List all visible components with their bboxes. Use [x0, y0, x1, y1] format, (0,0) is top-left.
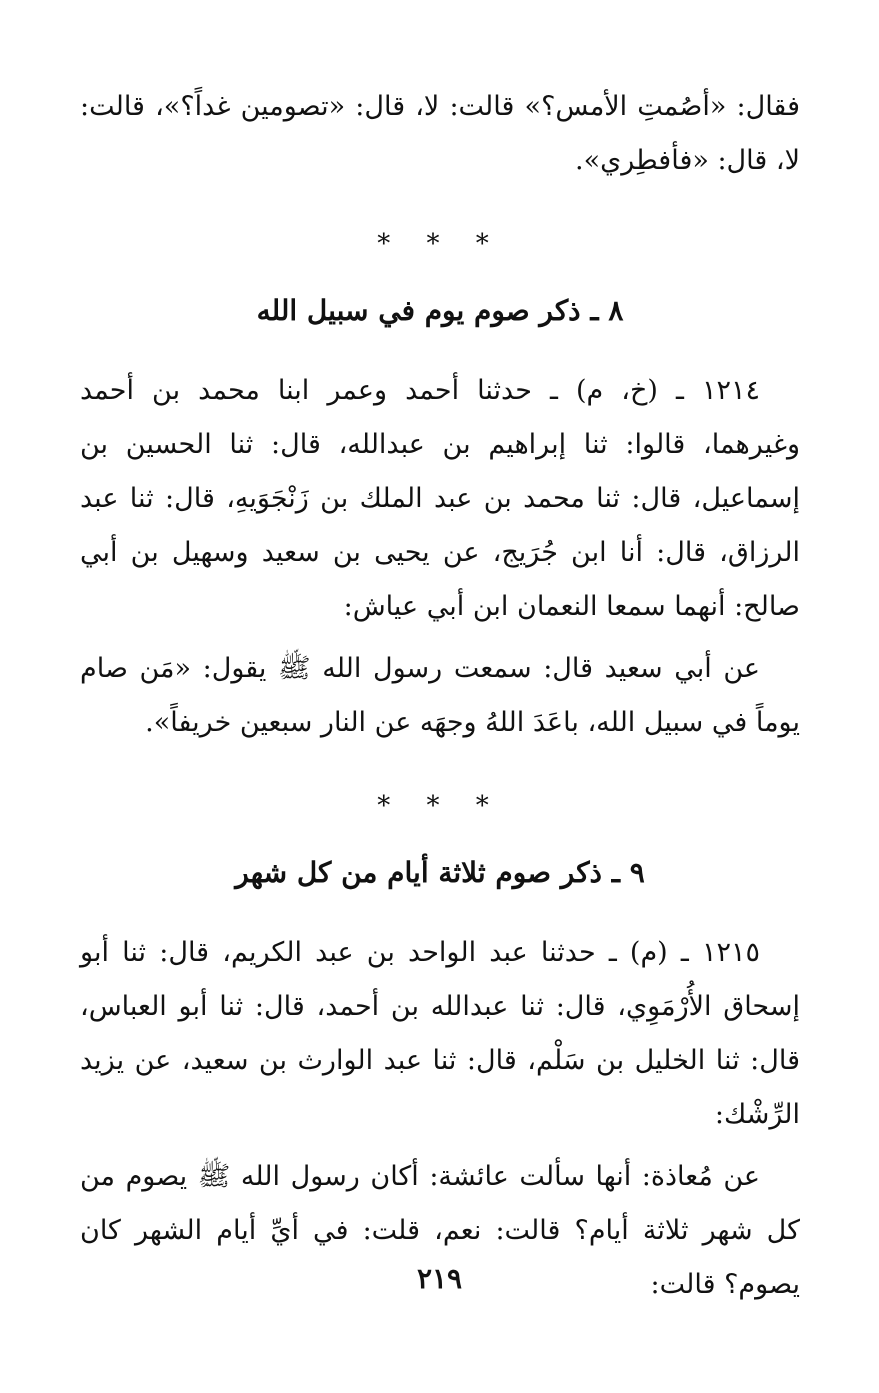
section-8-matn: عن أبي سعيد قال: سمعت رسول الله ﷺ يقول: «مَن صام يوماً في سبيل الله، باعَدَ اللهُ وجهَه عن النار سبعين خريفاً». [80, 653, 800, 738]
section-8-heading: ٨ ـ ذكر صوم يوم في سبيل الله [256, 294, 624, 327]
opening-paragraph: فقال: «أصُمتِ الأمس؟» قالت: لا، قال: «تصومين غداً؟»، قالت: لا، قال: «فأفطِري». [80, 91, 800, 176]
section-8-isnad: ١٢١٤ ـ (خ، م) ـ حدثنا أحمد وعمر ابنا محمد بن أحمد وغيرهما، قالوا: ثنا إبراهيم بن عبدالله، قال: ثنا الحسين بن إسماعيل، قال: ثنا محمد بن عبد الملك بن زَنْجَوَيهِ، قال: ثنا عبد الرزاق، قال: أنا ابن جُرَيج، عن يحيى بن سعيد وسهيل بن أبي صالح: أنهما سمعا النعمان ابن أبي عياش: [80, 375, 800, 622]
section-separator: * * * [377, 791, 503, 821]
page-body [80, 80, 800, 1312]
section-9-heading: ٩ ـ ذكر صوم ثلاثة أيام من كل شهر [235, 856, 645, 889]
section-separator: * * * [377, 229, 503, 259]
section-9-isnad: ١٢١٥ ـ (م) ـ حدثنا عبد الواحد بن عبد الكريم، قال: ثنا أبو إسحاق الأُرْمَوِي، قال: ثنا عبدالله بن أحمد، قال: ثنا أبو العباس، قال: ثنا الخليل بن سَلْم، قال: ثنا عبد الوارث بن سعيد، عن يزيد الرِّشْك: [80, 937, 800, 1130]
section-9-matn: عن مُعاذة: أنها سألت عائشة: أكان رسول الله ﷺ يصوم من كل شهر ثلاثة أيام؟ قالت: نعم، قلت: في أيِّ أيام الشهر كان يصوم؟ قالت: [80, 1161, 800, 1300]
page-number: ٢١٩ [416, 1262, 463, 1295]
